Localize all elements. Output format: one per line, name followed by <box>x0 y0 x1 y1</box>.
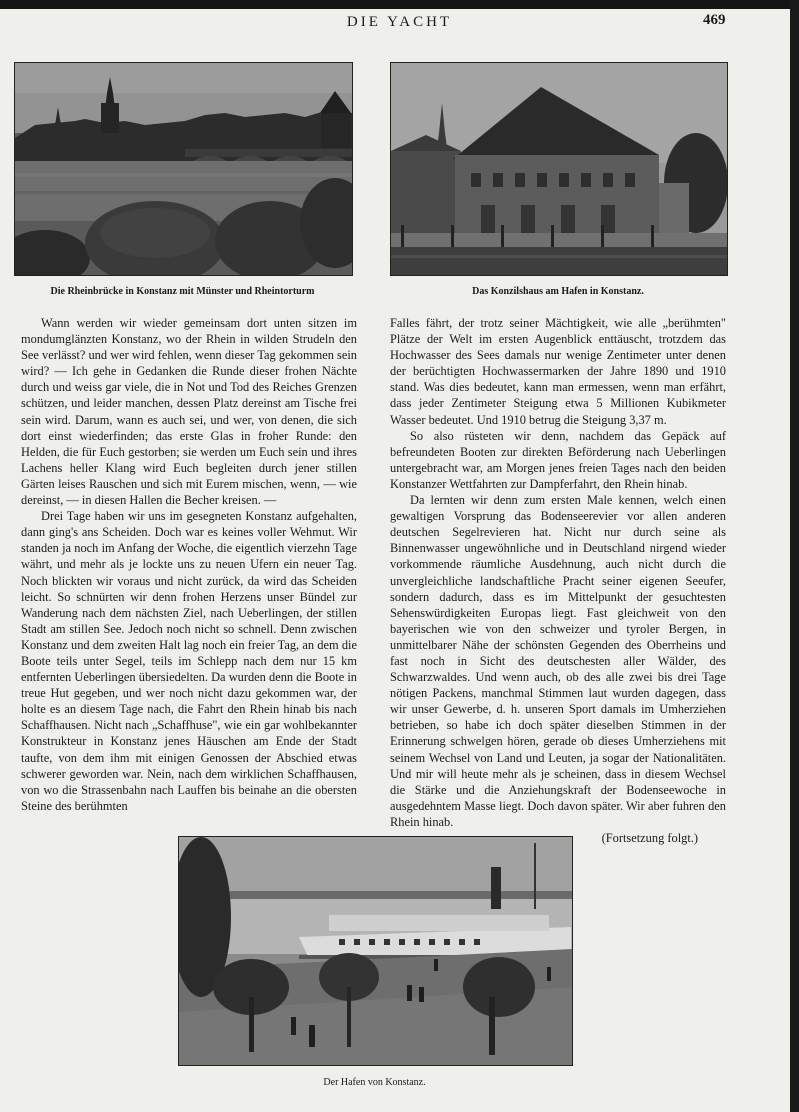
scan-edge-right <box>790 0 799 1112</box>
figure-caption-harbour: Der Hafen von Konstanz. <box>323 1077 426 1088</box>
photo-harbour <box>178 836 573 1066</box>
article-paragraph: Wann werden wir wieder gemeinsam dort unten sitzen im mondumglänzten Konstanz, wo der Rhein in wilden Strudeln den See verlässt? und wer wird fehlen, wenn dieser Tag gekommen sein wird? — Ich gehe in Gedanken die Runde dieser frohen Nächte durch und weiss gar viele, die in Not und Tod des Reiches Grenzen schützen, und leider manchen, dessen Platz dereinst am Tische frei sein wird. Darum, wann es auch sei, und wer, von denen, die sich dort einst wiederfinden; das erste Glas in froher Runde: den Helden, die für Euch gestorben; sie werden um Euch sein und ihres Lachens heller Klang wird Euch begleiten durch jener stillen Gärten leises Rauschen und sich mit Eurem mischen, wenn, — wie dereinst, — in diesen Hallen die Becher kreisen. — <box>21 316 357 508</box>
article-paragraph: So also rüsteten wir denn, nachdem das Gepäck auf befreundeten Booten zur direkten Beförderung nach Ueberlingen untergebracht war, am Morgen jenes freien Tages nach den beiden Konstanzer Wettfahrten zur Dampferfahrt, den Rhein hinab. <box>390 428 726 491</box>
page-number: 469 <box>703 12 726 28</box>
continued-note: (Fortsetzung folgt.) <box>601 831 698 845</box>
article-paragraph: Da lernten wir denn zum ersten Male kennen, welch einen gewaltigen Vorsprung das Bodenseerevier vor allen anderen deutschen Segelrevieren hat. Nicht nur durch seine als Binnenwasser ungewöhnliche und in Deutschland nirgend wieder vorkommende räumliche Ausdehnung, auch nicht durch die unvergleichliche landschaftliche Pracht seiner eigenen Seeufer, sondern dadurch, dass es im Mittelpunkt der gesuchtesten Sehenswürdigkeiten Europas liegt. Fast gleichweit von den bayerischen wie von den schweizer und tyroler Bergen, in unmittelbarer Nähe der schönsten Gegenden des Oberrheins und fast noch in Sicht des deutschesten aller Wälder, des Schwarzwaldes. Und wenn auch, ob des alle zwei bis drei Tage nötigen Packens, manchmal Stimmen laut wurden dagegen, dass wir unser Gewerbe, d. h. unseren Sport damals im Umherziehen betrieben, so habe ich doch später dieselben Stimmen in der Erinnerung schwelgen hören, gerade ob dieses Umherziehens mit seinem Wechsel von Land und Leuten, ja sogar der Nationalitäten. Und mir will heute mehr als je scheinen, dass in diesem Wechsel die Stärke und die Anziehungskraft der Bodenseewoche in ausgedehntem Masse liegt. Doch davon später. Wir aber fuhren den Rhein hinab. <box>390 493 726 829</box>
photo-konzilshaus <box>390 62 728 276</box>
photo-rhine-bridge <box>14 62 353 276</box>
running-head-title: DIE YACHT <box>346 14 453 30</box>
article-column-right <box>390 315 726 846</box>
scan-edge-top <box>0 0 799 9</box>
article-column-left <box>21 315 357 814</box>
figure-caption-konzilshaus: Das Konzilshaus am Hafen in Konstanz. <box>472 286 644 297</box>
figure-caption-rhine-bridge: Die Rheinbrücke in Konstanz mit Münster und Rheintorturm <box>50 286 315 297</box>
article-paragraph: Drei Tage haben wir uns im gesegneten Konstanz aufgehalten, dann ging's ans Scheiden. Doch war es keines voller Wehmut. Wir standen ja noch im Anfang der Woche, die eigentlich vierzehn Tage währt, und mehr als je lockte uns zu neuen Ufern ein neuer Tag. Noch blickten wir voraus und nicht zurück, da wird das Scheiden leicht. So schnürten wir denn frohen Herzens unser Bündel zur Wanderung nach dem nächsten Ziel, nach Ueberlingen, der stillen Stadt am stillen See. Jedoch noch nicht so schnell. Denn zwischen Konstanz und dem zweiten Halt lag noch ein freier Tag, an dem die Boote teils unter Segel, teils im Schlepp nach dem nur 15 km entfernten Ueberlingen übersiedelten. Da wurden denn die Boote in treue Hut gegeben, und wer noch nicht dazu gekommen war, der holte es an diesem Tage nach, die Fahrt den Rhein hinab bis nach Schaffhausen. Nicht nach „Schaffhuse", wie ein gar wohlbekannter Konstrukteur in Konstanz jenes Häuschen am Ende der Stadt taufte, von dem ihm mit einigen Genossen der Abschied etwas schwerer geworden war. Nein, nach dem wirklichen Schaffhausen, von wo die Strassenbahn nach Lauffen bis beinahe an die obersten Steine des berühmten <box>21 509 357 813</box>
article-paragraph: Falles fährt, der trotz seiner Mächtigkeit, wie alle „berühmten" Plätze der Welt im ersten Augenblick enttäuscht, trotzdem das Hochwasser des Sees damals nur wenige Zentimeter unter denen der berüchtigten Hochwassermarken der Jahre 1890 und 1910 stand. Was dies bedeutet, kann man ermessen, wenn man erfährt, dass jeder Zentimeter Steigung etwa 5 Millionen Kubikmeter Wasser bedeutet. Und 1910 betrug die Steigung 3,37 m. <box>390 316 726 427</box>
